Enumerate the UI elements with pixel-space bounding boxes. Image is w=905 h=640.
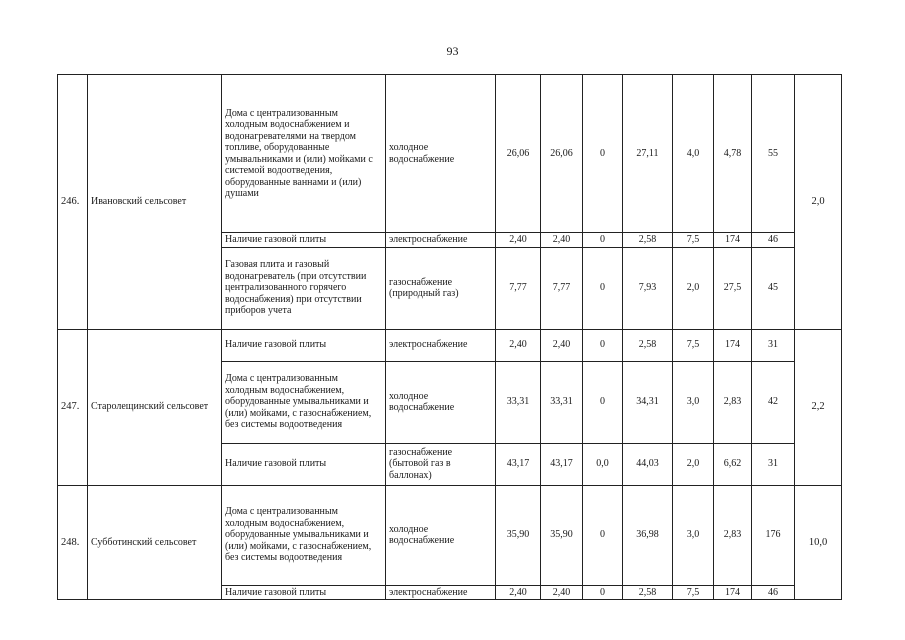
value-cell: 174 [714, 585, 752, 600]
page-number: 93 [446, 44, 459, 58]
value-cell: 7,93 [623, 247, 673, 329]
value-cell: 2,40 [496, 233, 541, 248]
value-cell: 2,40 [496, 585, 541, 600]
utility-service: газоснабжение (бытовой газ в баллонах) [386, 443, 496, 485]
last-value-cell: 10,0 [795, 485, 842, 600]
housing-category: Дома с централизованным холодным водоснабжением и водонагревателями на твердом топливе, оборудованные умывальниками и (или) мойками с системой водоотведения, оборудованные ваннами и (или) душами [222, 75, 386, 233]
value-cell: 0,0 [583, 443, 623, 485]
value-cell: 7,5 [673, 329, 714, 361]
settlement-name: Ивановский сельсовет [88, 75, 222, 330]
value-cell: 0 [583, 361, 623, 443]
value-cell: 27,5 [714, 247, 752, 329]
settlement-name: Старолещинский сельсовет [88, 329, 222, 485]
utility-service: электроснабжение [386, 329, 496, 361]
value-cell: 0 [583, 329, 623, 361]
value-cell: 26,06 [496, 75, 541, 233]
value-cell: 34,31 [623, 361, 673, 443]
value-cell: 31 [752, 443, 795, 485]
utility-service: холодное водоснабжение [386, 485, 496, 585]
value-cell: 2,0 [673, 443, 714, 485]
value-cell: 45 [752, 247, 795, 329]
value-cell: 0 [583, 233, 623, 248]
table-row [58, 329, 842, 361]
value-cell: 0 [583, 247, 623, 329]
value-cell: 7,5 [673, 233, 714, 248]
value-cell: 43,17 [496, 443, 541, 485]
value-cell: 6,62 [714, 443, 752, 485]
value-cell: 0 [583, 75, 623, 233]
last-value-cell: 2,2 [795, 329, 842, 485]
value-cell: 43,17 [541, 443, 583, 485]
value-cell: 55 [752, 75, 795, 233]
value-cell: 2,83 [714, 485, 752, 585]
value-cell: 33,31 [496, 361, 541, 443]
housing-category: Дома с централизованным холодным водоснабжением, оборудованные умывальниками и (или) мойками, с газоснабжением, без системы водоотведения [222, 361, 386, 443]
value-cell: 0 [583, 585, 623, 600]
value-cell: 2,40 [541, 233, 583, 248]
value-cell: 2,0 [673, 247, 714, 329]
value-cell: 0 [583, 485, 623, 585]
value-cell: 36,98 [623, 485, 673, 585]
value-cell: 2,58 [623, 585, 673, 600]
value-cell: 26,06 [541, 75, 583, 233]
last-value-cell: 2,0 [795, 75, 842, 330]
utility-service: электроснабжение [386, 585, 496, 600]
value-cell: 33,31 [541, 361, 583, 443]
value-cell: 7,5 [673, 585, 714, 600]
utility-service: холодное водоснабжение [386, 75, 496, 233]
value-cell: 4,0 [673, 75, 714, 233]
value-cell: 2,58 [623, 233, 673, 248]
settlement-name: Субботинский сельсовет [88, 485, 222, 600]
value-cell: 27,11 [623, 75, 673, 233]
value-cell: 2,58 [623, 329, 673, 361]
table-row [58, 75, 842, 233]
value-cell: 44,03 [623, 443, 673, 485]
value-cell: 46 [752, 233, 795, 248]
value-cell: 2,83 [714, 361, 752, 443]
housing-category: Наличие газовой плиты [222, 233, 386, 248]
settlement-number: 248. [58, 485, 88, 600]
value-cell: 176 [752, 485, 795, 585]
settlement-number: 246. [58, 75, 88, 330]
value-cell: 174 [714, 329, 752, 361]
value-cell: 35,90 [496, 485, 541, 585]
value-cell: 2,40 [541, 329, 583, 361]
housing-category: Дома с централизованным холодным водоснабжением, оборудованные умывальниками и (или) мойками, с газоснабжением, без системы водоотведения [222, 485, 386, 585]
value-cell: 174 [714, 233, 752, 248]
value-cell: 2,40 [541, 585, 583, 600]
settlement-number: 247. [58, 329, 88, 485]
housing-category: Наличие газовой плиты [222, 443, 386, 485]
tariff-table [57, 74, 842, 600]
value-cell: 2,40 [496, 329, 541, 361]
utility-service: холодное водоснабжение [386, 361, 496, 443]
table-row [58, 485, 842, 585]
value-cell: 7,77 [496, 247, 541, 329]
housing-category: Газовая плита и газовый водонагреватель (при отсутствии централизованного горячего водоснабжения) при отсутствии приборов учета [222, 247, 386, 329]
value-cell: 42 [752, 361, 795, 443]
utility-service: электроснабжение [386, 233, 496, 248]
value-cell: 4,78 [714, 75, 752, 233]
utility-service: газоснабжение (природный газ) [386, 247, 496, 329]
value-cell: 46 [752, 585, 795, 600]
value-cell: 3,0 [673, 485, 714, 585]
value-cell: 35,90 [541, 485, 583, 585]
value-cell: 7,77 [541, 247, 583, 329]
value-cell: 3,0 [673, 361, 714, 443]
housing-category: Наличие газовой плиты [222, 329, 386, 361]
value-cell: 31 [752, 329, 795, 361]
housing-category: Наличие газовой плиты [222, 585, 386, 600]
